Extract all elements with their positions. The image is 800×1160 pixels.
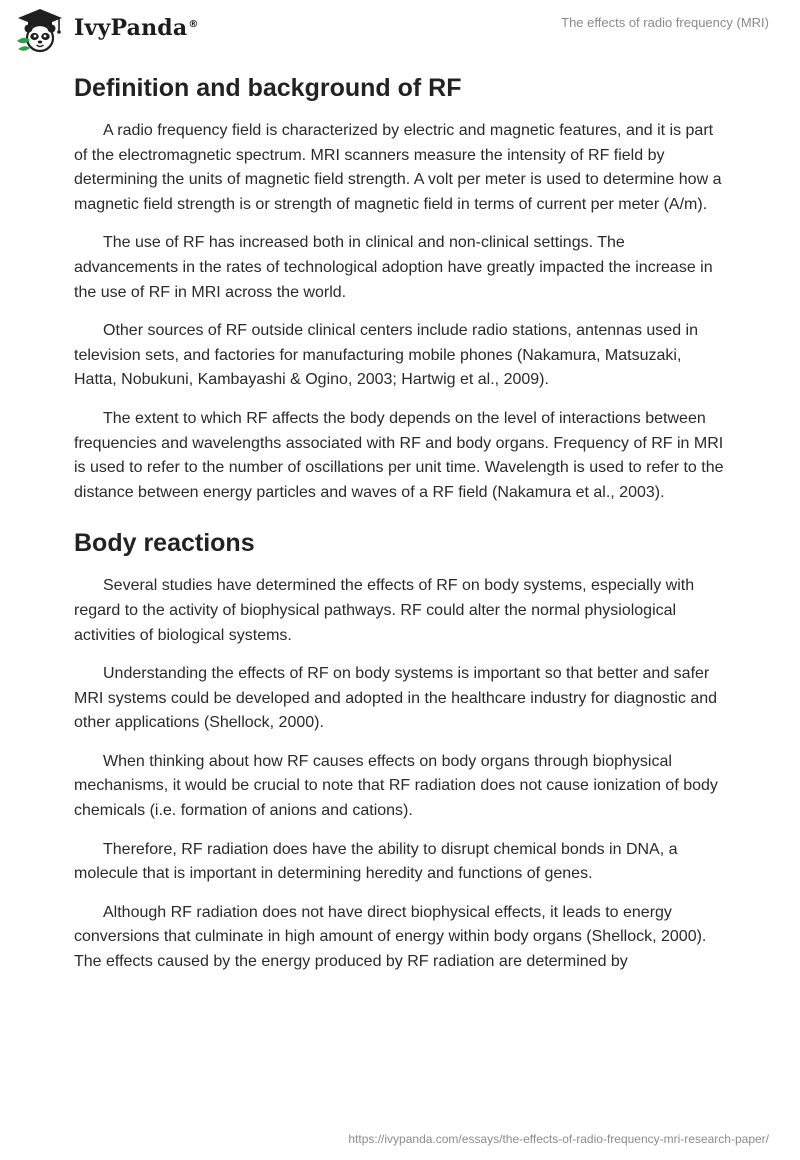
panda-graduate-icon xyxy=(14,7,66,53)
paragraph: Several studies have determined the effects of RF on body systems, especially with regard to the activity of biophysical pathways. RF could alter the normal physiological activities of biological systems. xyxy=(74,577,695,644)
brand-name-text: IvyPanda xyxy=(74,15,188,41)
paragraph: Although RF radiation does not have direct biophysical effects, it leads to energy conversions that culminate in high amount of energy within body organs (Shellock, 2000). The effects caused by the energy produced by RF radiation are determined by xyxy=(74,903,707,971)
brand-name xyxy=(74,15,199,41)
page-header xyxy=(0,0,800,62)
essay-content xyxy=(74,70,726,989)
paragraph: Therefore, RF radiation does have the ability to disrupt chemical bonds in DNA, a molecule that is important in determining heredity and functions of genes. xyxy=(74,840,678,883)
registered-mark: ® xyxy=(188,18,199,30)
paragraph: The extent to which RF affects the body depends on the level of interactions between frequencies and wavelengths associated with RF and body organs. Frequency of RF in MRI is used to refer to the number of oscillations per unit time. Wavelength is used to refer to the distance between energy particles and waves of a RF field (Nakamura et al., 2003). xyxy=(74,409,724,501)
source-url[interactable]: https://ivypanda.com/essays/the-effects-of-radio-frequency-mri-research-paper/ xyxy=(348,1132,769,1146)
paragraph: A radio frequency field is characterized by electric and magnetic features, and it is part of the electromagnetic spectrum. MRI scanners measure the intensity of RF field by determining the units of magnetic field strength. A volt per meter is used to determine how a magnetic field strength is or strength of magnetic field in terms of current per meter (A/m). xyxy=(74,122,722,213)
paragraph: The use of RF has increased both in clinical and non-clinical settings. The advancements in the rates of technological adoption have greatly impacted the increase in the use of RF in MRI across the world. xyxy=(74,234,713,301)
section-heading: Body reactions xyxy=(74,529,255,558)
section-heading: Definition and background of RF xyxy=(74,74,462,102)
ivypanda-logo[interactable] xyxy=(14,7,199,53)
paragraph: Other sources of RF outside clinical centers include radio stations, antennas used in television sets, and factories for manufacturing mobile phones (Nakamura, Matsuzaki, Hatta, Nobukuni, Kambayashi & Ogino, 2003; Hartwig et al., 2009). xyxy=(74,322,698,389)
paragraph: Understanding the effects of RF on body systems is important so that better and safer MRI systems could be developed and adopted in the healthcare industry for diagnostic and other applications (Shellock, 2000). xyxy=(74,665,718,732)
document-title: The effects of radio frequency (MRI) xyxy=(561,15,769,30)
paragraph: When thinking about how RF causes effects on body organs through biophysical mechanisms, it would be crucial to note that RF radiation does not cause ionization of body chemicals (i.e. formation of anions and cations). xyxy=(74,752,718,820)
